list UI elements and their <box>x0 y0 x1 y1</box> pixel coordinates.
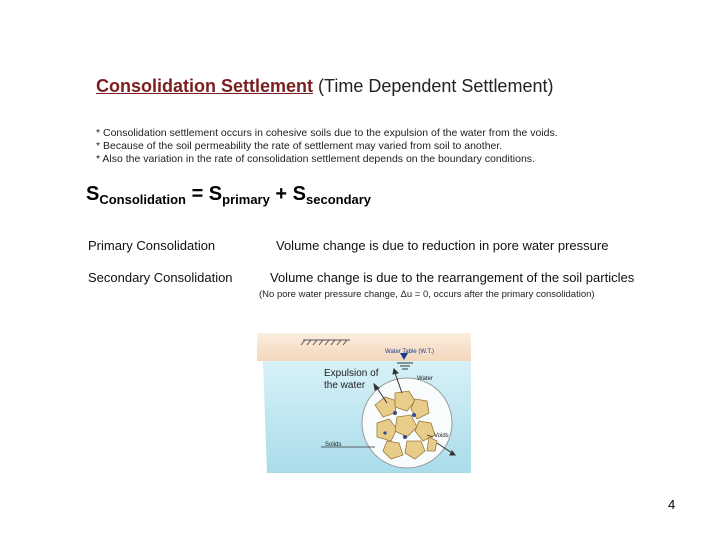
formula-sub-primary: primary <box>222 192 270 207</box>
secondary-consolidation-label: Secondary Consolidation <box>88 270 233 285</box>
expulsion-label <box>324 368 378 392</box>
page-number: 4 <box>668 497 676 512</box>
secondary-consolidation-desc: Volume change is due to the rearrangement of the soil particles <box>270 270 635 285</box>
solids-label: Solids <box>325 442 342 448</box>
title-main: Consolidation Settlement <box>96 76 314 96</box>
slide-title <box>96 76 553 97</box>
primary-consolidation-desc: Volume change is due to reduction in pore water pressure <box>276 238 609 253</box>
formula-sub-secondary: secondary <box>306 192 372 207</box>
voids-label: Voids <box>434 433 449 439</box>
settlement-formula <box>86 183 371 207</box>
formula-plus: + S <box>269 183 306 205</box>
expulsion-label-line-2: the water <box>324 380 366 391</box>
secondary-consolidation-note: (No pore water pressure change, Δu = 0, occurs after the primary consolidation) <box>259 289 595 300</box>
soil-diagram <box>257 333 471 473</box>
bullet-item: * Also the variation in the rate of consolidation settlement depends on the boundary conditions. <box>96 153 535 165</box>
primary-consolidation-label: Primary Consolidation <box>88 238 216 253</box>
bullet-item: * Consolidation settlement occurs in cohesive soils due to the expulsion of the water from the voids. <box>96 127 558 139</box>
expulsion-label-line-1: Expulsion of <box>324 368 379 379</box>
title-subtitle: (Time Dependent Settlement) <box>313 76 554 96</box>
formula-equals: = S <box>186 183 223 205</box>
bullet-list <box>96 127 558 166</box>
bullet-item: * Because of the soil permeability the rate of settlement may varied from soil to another. <box>96 140 503 152</box>
soil-water-illustration <box>257 333 471 473</box>
formula-s: S <box>86 183 100 205</box>
water-table-label: Water Table (W.T.) <box>385 349 435 355</box>
water-label: Water <box>417 376 433 382</box>
ground-band <box>257 333 471 361</box>
formula-sub-consolidation: Consolidation <box>99 192 187 207</box>
